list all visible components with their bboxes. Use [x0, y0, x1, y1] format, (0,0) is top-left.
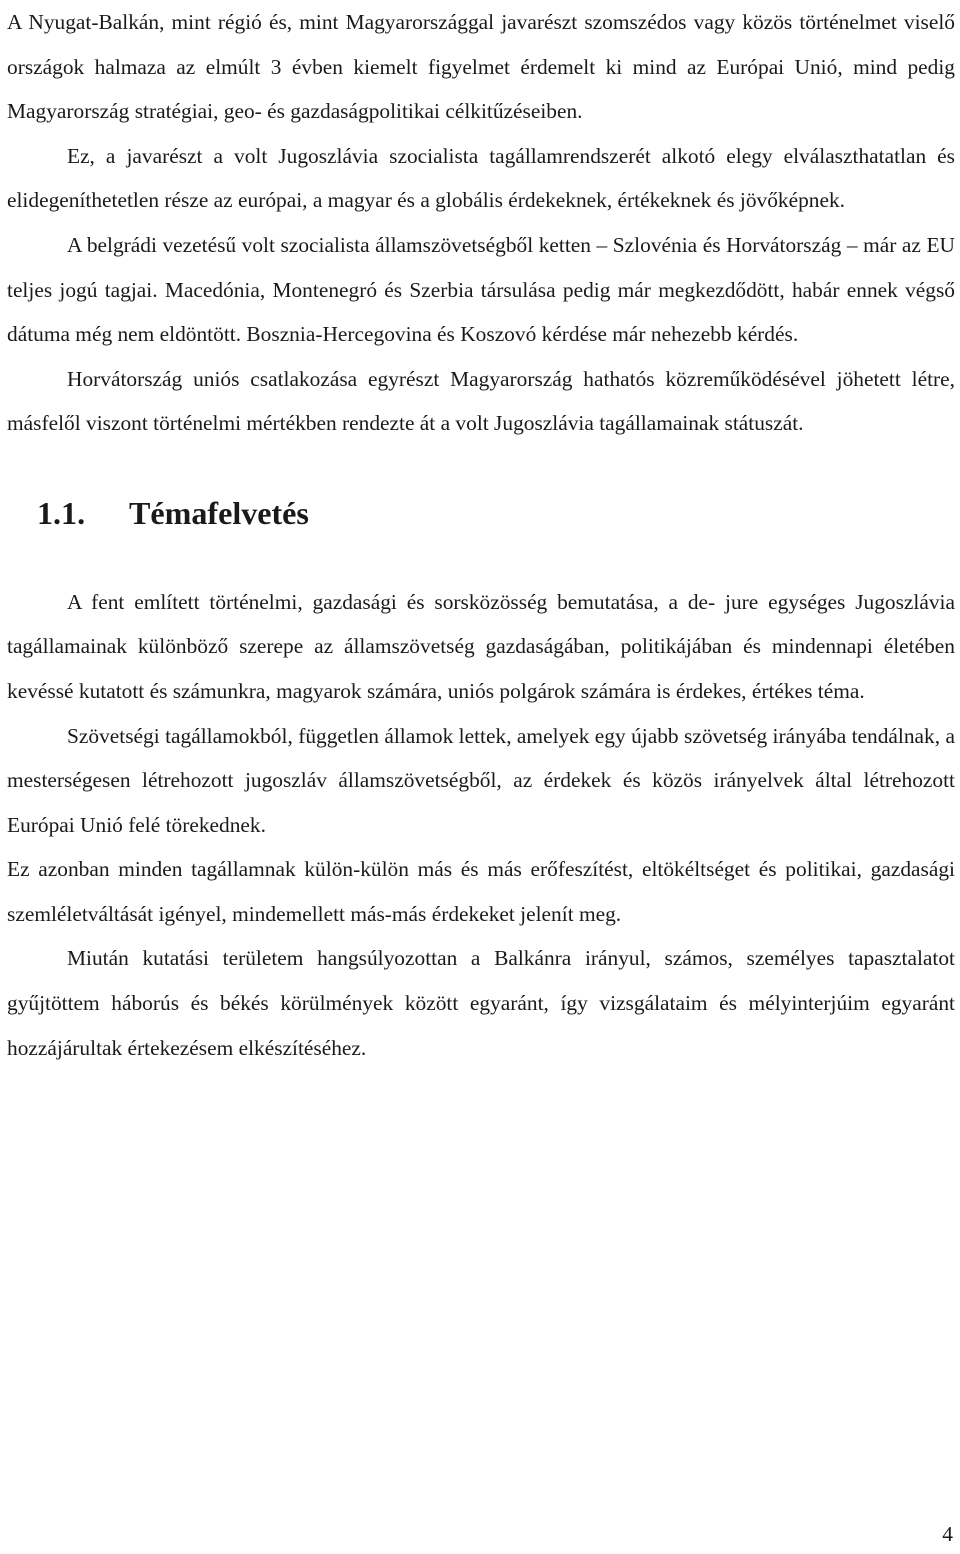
paragraph-research: Miután kutatási területem hangsúlyozottan a Balkánra irányul, számos, személyes tapasztalatot gyűjtöttem háborús és békés körülmények között egyaránt, így vizsgálataim és mélyinterjúim egyaránt hozzájárultak értekezésem elkészítéséhez.: [7, 946, 955, 1060]
spacer: [7, 535, 955, 580]
section-number: 1.1.: [37, 494, 86, 531]
paragraph-yugoslavia: Ez, a javarészt a volt Jugoszlávia szocialista tagállamrendszerét alkotó elegy elválaszthatatlan és elidegeníthetetlen része az európai, a magyar és a globális érdekeknek, értékeknek és jövőképnek.: [7, 143, 955, 213]
paragraph-states: Szövetségi tagállamokból, független államok lettek, amelyek egy újabb szövetség irányába tendálnak, a mesterségesen létrehozott jugoszláv államszövetségből, az érdekek és közös irányelvek által létrehozott Európai Unió felé törekednek.: [7, 723, 955, 837]
paragraph-intro: A Nyugat-Balkán, mint régió és, mint Magyarországgal javarészt szomszédos vagy közös történelmet viselő országok halmaza az elmúlt 3 évben kiemelt figyelmet érdemelt ki mind az Európai Unió, mind pedig Magyarország stratégiai, geo- és gazdaságpolitikai célkitűzéseiben.: [7, 10, 955, 124]
paragraph-effort: Ez azonban minden tagállamnak külön-külön más és más erőfeszítést, eltökéltséget és politikai, gazdasági szemléletváltását igényel, mindemellett más-más érdekeket jelenít meg.: [7, 857, 955, 926]
paragraph-topic: A fent említett történelmi, gazdasági és sorsközösség bemutatása, a de- jure egységes Jugoszlávia tagállamainak különböző szerepe az államszövetség gazdaságában, politikájában és mindennapi életében kevéssé kutatott és számunkra, magyarok számára, uniós polgárok számára is érdekes, értékes téma.: [7, 589, 955, 703]
section-heading: [7, 491, 955, 536]
spacer: [7, 446, 955, 491]
paragraph-croatia: Horvátország uniós csatlakozása egyrészt Magyarország hathatós közreműködésével jöhetett létre, másfelől viszont történelmi mértékben rendezte át a volt Jugoszlávia tagállamainak státuszát.: [7, 366, 955, 436]
page-number: 4: [942, 1522, 953, 1546]
paragraph-federation: A belgrádi vezetésű volt szocialista államszövetségből ketten – Szlovénia és Horvátország – már az EU teljes jogú tagjai. Macedónia, Montenegró és Szerbia társulása pedig már megkezdődött, habár ennek végső dátuma még nem eldöntött. Bosznia-Hercegovina és Koszovó kérdése már nehezebb kérdés.: [7, 232, 955, 347]
section-title: Témafelvetés: [129, 494, 309, 531]
document-page: [7, 0, 955, 1070]
